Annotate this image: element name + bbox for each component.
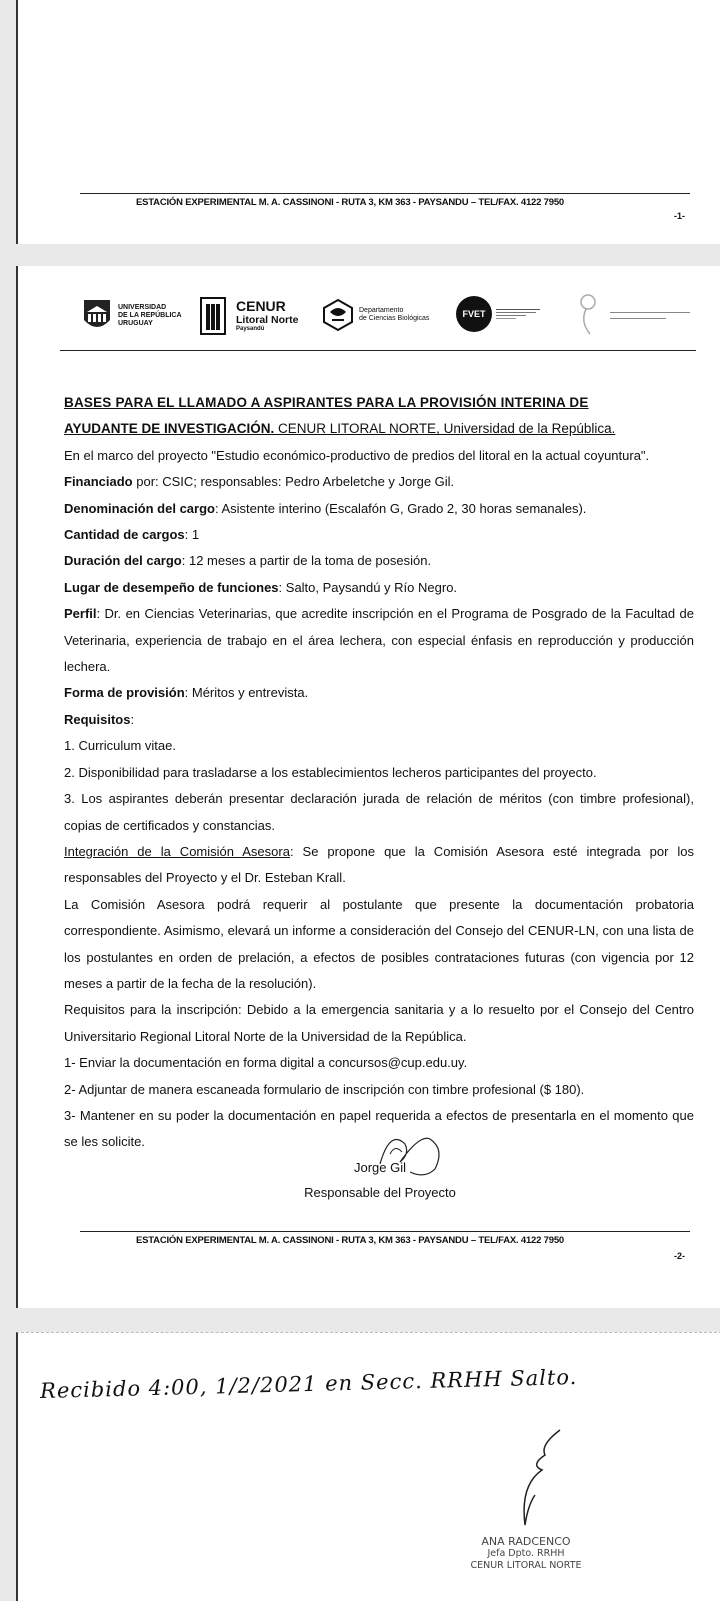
intro-paragraph: En el marco del proyecto "Estudio económico-productivo de predios del litoral en la actual coyuntura". [64, 447, 650, 463]
requisitos-colon: : [130, 711, 135, 727]
perfil-label: Perfil [64, 606, 97, 622]
footer-rule [80, 1231, 690, 1232]
fvet-badge: FVET [456, 296, 492, 332]
cantidad-label: Cantidad de cargos [64, 527, 185, 543]
page-number: -2- [674, 1251, 685, 1261]
handwritten-receipt-note: Recibido 4:00, 1/2/2021 en Secc. RRHH Salto. [39, 1364, 578, 1404]
inscripcion-step-1: 1- Enviar la documentación en forma digital a concursos@cup.edu.uy. [64, 1055, 468, 1071]
requisito-1: 1. Curriculum vitae. [64, 738, 176, 754]
cenur-logo [200, 296, 298, 336]
fvet-fine-print [496, 309, 540, 319]
duracion-text: : 12 meses a partir de la toma de posesión. [181, 553, 432, 569]
integracion-paragraph [64, 839, 694, 892]
udelar-line-1: UNIVERSIDAD [118, 304, 167, 311]
hr-stamp [446, 1536, 606, 1572]
inscripcion-paragraph: Requisitos para la inscripción: Debido a la emergencia sanitaria y a lo resuelto por el Consejo del Centro Universitario Regional Litoral Norte de la Universidad de la República. [64, 1002, 694, 1044]
document-title-line-2 [64, 416, 694, 442]
cenur-title: CENUR [236, 298, 286, 314]
dept-line-2: de Ciencias Biológicas [359, 315, 430, 322]
duracion-line [64, 548, 694, 574]
comision-paragraph: La Comisión Asesora podrá requerir al postulante que presente la documentación probatoria correspondiente. Asimismo, elevará un informe a consideración del Consejo del CENUR-LN, con una lista de los postulantes en orden de prelación, a efectos de posibles contrataciones futuras (con vigencia por 12 meses a partir de la fecha de la resolución). [64, 896, 694, 991]
stamp-institution: CENUR LITORAL NORTE [470, 1560, 582, 1571]
page-1-fragment [16, 0, 720, 244]
footer-address: ESTACIÓN EXPERIMENTAL M. A. CASSINONI - RUTA 3, KM 363 - PAYSANDU – TEL/FAX. 4122 7950 [136, 1235, 564, 1246]
denominacion-line [64, 496, 694, 522]
page-number: -1- [674, 211, 685, 221]
requisitos-heading [64, 707, 694, 733]
document-title-line-1: BASES PARA EL LLAMADO A ASPIRANTES PARA LA PROVISIÓN INTERINA DE [64, 395, 589, 410]
lab-leaf-icon [576, 292, 606, 338]
cenur-columns-icon [200, 296, 226, 336]
requisitos-label: Requisitos [64, 711, 131, 727]
title-position: AYUDANTE DE INVESTIGACIÓN. [64, 421, 275, 437]
forma-label: Forma de provisión [64, 685, 185, 701]
stamp-name: ANA RADCENCO [481, 1535, 571, 1548]
fvet-logo [456, 296, 540, 332]
requisito-2: 2. Disponibilidad para trasladarse a los establecimientos lecheros participantes del proyecto. [64, 764, 597, 780]
financiado-label: Financiado [64, 474, 133, 490]
footer-address: ESTACIÓN EXPERIMENTAL M. A. CASSINONI - RUTA 3, KM 363 - PAYSANDU – TEL/FAX. 4122 7950 [136, 197, 564, 208]
forma-line [64, 680, 694, 706]
financiado-line [64, 469, 694, 495]
lab-logo [576, 292, 690, 338]
forma-text: : Méritos y entrevista. [184, 685, 309, 701]
dept-logo [322, 298, 429, 332]
institution-logos [60, 296, 700, 356]
integracion-text: : Se propone que la Comisión Asesora esté integrada por los responsables del Proyecto y el Dr. Esteban Krall. [64, 843, 694, 886]
signature-block [290, 1160, 470, 1200]
dept-hexagon-icon [322, 298, 354, 332]
denominacion-label: Denominación del cargo [64, 500, 215, 516]
cenur-city: Paysandú [236, 326, 265, 332]
stamp-signature-scribble [500, 1425, 580, 1535]
udelar-seal-icon [82, 298, 112, 334]
requisito-3: 3. Los aspirantes deberán presentar declaración jurada de relación de méritos (con timbre profesional), copias de certificados y constancias. [64, 791, 694, 833]
financiado-text: por: CSIC; responsables: Pedro Arbeletche y Jorge Gil. [132, 474, 455, 490]
udelar-line-2: DE LA REPÚBLICA [118, 312, 182, 319]
udelar-logo [82, 298, 182, 334]
integracion-label: Integración de la Comisión Asesora [64, 843, 290, 859]
inscripcion-step-3: 3- Mantener en su poder la documentación en papel requerida a efectos de presentarla en el momento que se les solicite. [64, 1107, 694, 1150]
lab-fine-print [610, 312, 690, 319]
perfil-paragraph [64, 601, 694, 680]
duracion-label: Duración del cargo [64, 553, 182, 569]
dept-line-1: Departamento [359, 307, 404, 314]
denominacion-text: : Asistente interino (Escalafón G, Grado 2, 30 horas semanales). [214, 500, 587, 516]
inscripcion-step-2: 2- Adjuntar de manera escaneada formulario de inscripción con timbre profesional ($ 180). [64, 1081, 585, 1097]
signer-name: Jorge Gil [353, 1160, 407, 1175]
cantidad-line [64, 522, 694, 548]
lugar-text: : Salto, Paysandú y Río Negro. [278, 579, 458, 595]
stamp-title: Jefa Dpto. RRHH [487, 1548, 565, 1559]
udelar-line-3: URUGUAY [118, 320, 153, 327]
title-institution: CENUR LITORAL NORTE, Universidad de la República. [274, 421, 616, 437]
lugar-label: Lugar de desempeño de funciones [64, 579, 279, 595]
lugar-line [64, 575, 694, 601]
cenur-subtitle: Litoral Norte [236, 314, 299, 326]
document-body [64, 390, 694, 1156]
cantidad-text: : 1 [184, 527, 200, 543]
footer-rule [80, 193, 690, 194]
signer-role: Responsable del Proyecto [304, 1185, 456, 1200]
perfil-text: : Dr. en Ciencias Veterinarias, que acredite inscripción en el Programa de Posgrado de la Facultad de Veterinaria, experiencia de trabajo en el área lechera, con especial énfasis en reproducción y producción lechera. [64, 606, 694, 675]
